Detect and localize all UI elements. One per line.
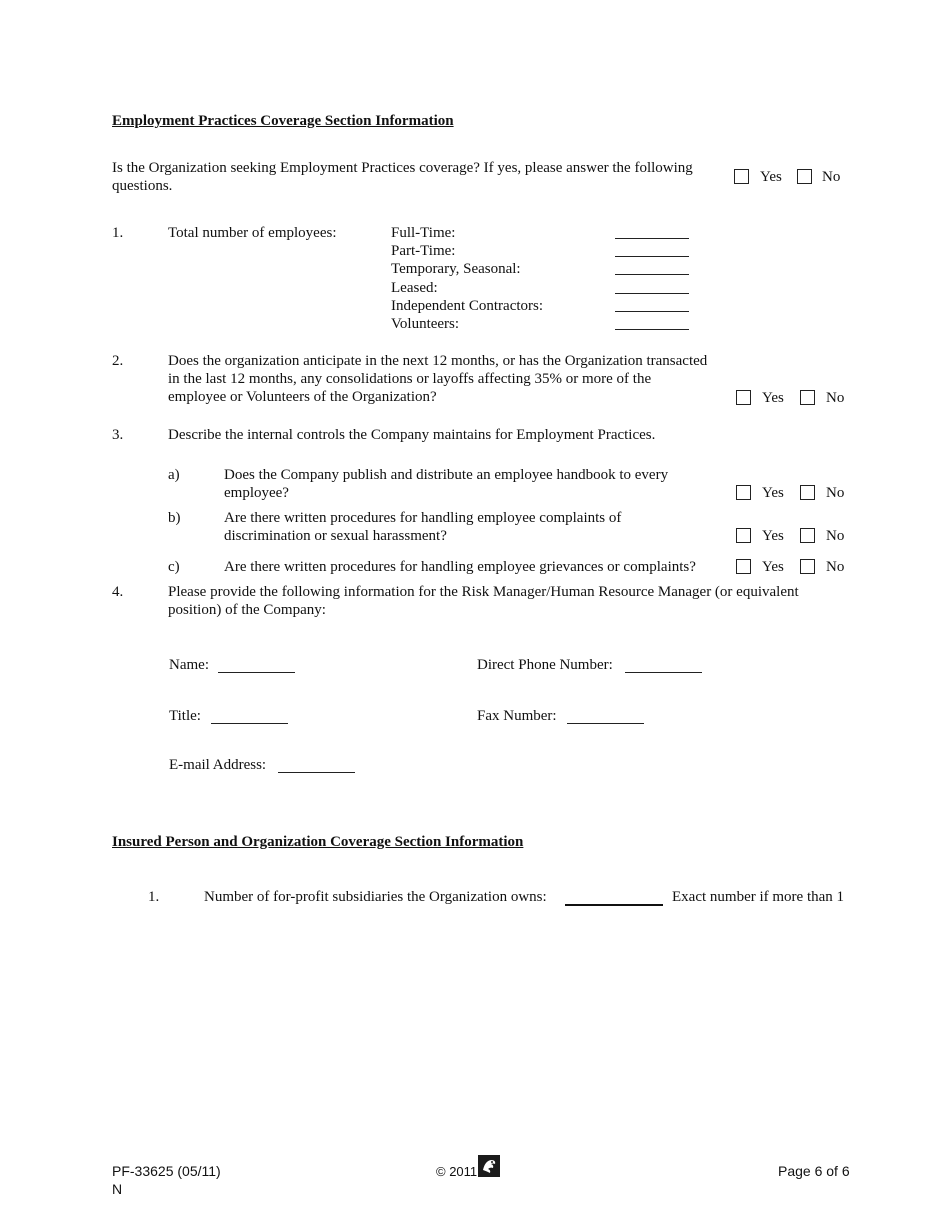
q3a-no-checkbox[interactable] xyxy=(800,485,815,500)
q1-row-label: Leased: xyxy=(391,280,438,296)
ip-q1-text: Number of for-profit subsidiaries the Organization owns: xyxy=(204,889,547,905)
q2-yes-label: Yes xyxy=(762,390,784,406)
title-field[interactable] xyxy=(211,723,288,724)
ip-q1-number: 1. xyxy=(148,889,160,905)
q2-text: Does the organization anticipate in the next 12 months, or has the Organization transacted in the last 12 months, any consolidations or layoffs affecting 35% or more of the employee or Volunteers of the Organization? xyxy=(168,353,708,405)
q1-row-label: Temporary, Seasonal: xyxy=(391,261,521,277)
q3b-no-label: No xyxy=(826,528,845,544)
q1-row-label: Part-Time: xyxy=(391,243,456,259)
q3c-letter: c) xyxy=(168,559,180,575)
email-label: E-mail Address: xyxy=(169,757,267,773)
q3c-no-label: No xyxy=(826,559,845,575)
ep-intro-question: Is the Organization seeking Employment Practices coverage? If yes, please answer the following questions. xyxy=(112,160,693,194)
q1-part-time-field[interactable] xyxy=(615,256,689,257)
q1-row-label: Independent Contractors: xyxy=(391,298,544,314)
q3c-text: Are there written procedures for handling employee grievances or complaints? xyxy=(224,559,696,575)
direct-phone-field[interactable] xyxy=(625,672,702,673)
q3c-yes-label: Yes xyxy=(762,559,784,575)
q1-row-label: Full-Time: xyxy=(391,225,456,241)
q3b-yes-label: Yes xyxy=(762,528,784,544)
ep-intro-no-checkbox[interactable] xyxy=(797,169,812,184)
ip-q1-suffix: Exact number if more than 1 xyxy=(672,889,845,905)
title-label: Title: xyxy=(169,708,201,724)
q2-no-label: No xyxy=(826,390,845,406)
q3c-no-checkbox[interactable] xyxy=(800,559,815,574)
q3-number: 3. xyxy=(112,427,124,443)
q3a-yes-label: Yes xyxy=(762,485,784,501)
q3a-text: Does the Company publish and distribute an employee handbook to every employee? xyxy=(224,467,669,501)
ep-intro-yes-label: Yes xyxy=(760,169,782,185)
q1-label: Total number of employees: xyxy=(168,225,337,241)
q3b-text: Are there written procedures for handling employee complaints of discrimination or sexual harassment? xyxy=(224,510,622,544)
q1-number: 1. xyxy=(112,225,124,241)
q3c-yes-checkbox[interactable] xyxy=(736,559,751,574)
fax-label: Fax Number: xyxy=(477,708,557,724)
q3a-yes-checkbox[interactable] xyxy=(736,485,751,500)
footer-page-number: Page 6 of 6 xyxy=(778,1163,850,1179)
q3-text: Describe the internal controls the Company maintains for Employment Practices. xyxy=(168,427,656,443)
ep-section-heading: Employment Practices Coverage Section Information xyxy=(112,113,454,129)
subsidiaries-count-field[interactable] xyxy=(565,904,663,906)
q3a-letter: a) xyxy=(168,467,180,483)
email-field[interactable] xyxy=(278,772,355,773)
q2-yes-checkbox[interactable] xyxy=(736,390,751,405)
footer-form-id: PF-33625 (05/11) xyxy=(112,1163,221,1179)
fax-field[interactable] xyxy=(567,723,644,724)
q3a-no-label: No xyxy=(826,485,845,501)
q3b-no-checkbox[interactable] xyxy=(800,528,815,543)
q1-full-time-field[interactable] xyxy=(615,238,689,239)
direct-phone-label: Direct Phone Number: xyxy=(477,657,613,673)
q1-contractors-field[interactable] xyxy=(615,311,689,312)
ip-section-heading: Insured Person and Organization Coverage Section Information xyxy=(112,834,524,850)
company-logo-icon xyxy=(478,1155,500,1177)
q1-leased-field[interactable] xyxy=(615,293,689,294)
q2-no-checkbox[interactable] xyxy=(800,390,815,405)
footer-form-code: N xyxy=(112,1181,123,1197)
q4-number: 4. xyxy=(112,584,124,600)
ep-intro-yes-checkbox[interactable] xyxy=(734,169,749,184)
q1-temporary-field[interactable] xyxy=(615,274,689,275)
q3b-letter: b) xyxy=(168,510,181,526)
q2-number: 2. xyxy=(112,353,124,369)
ep-intro-no-label: No xyxy=(822,169,841,185)
q3b-yes-checkbox[interactable] xyxy=(736,528,751,543)
name-field[interactable] xyxy=(218,672,295,673)
q1-volunteers-field[interactable] xyxy=(615,329,689,330)
q1-row-label: Volunteers: xyxy=(391,316,460,332)
q4-text: Please provide the following information for the Risk Manager/Human Resource Manager (or equivalent position) of the Company: xyxy=(168,584,799,618)
name-label: Name: xyxy=(169,657,209,673)
footer-copyright: © 2011 xyxy=(436,1164,478,1179)
